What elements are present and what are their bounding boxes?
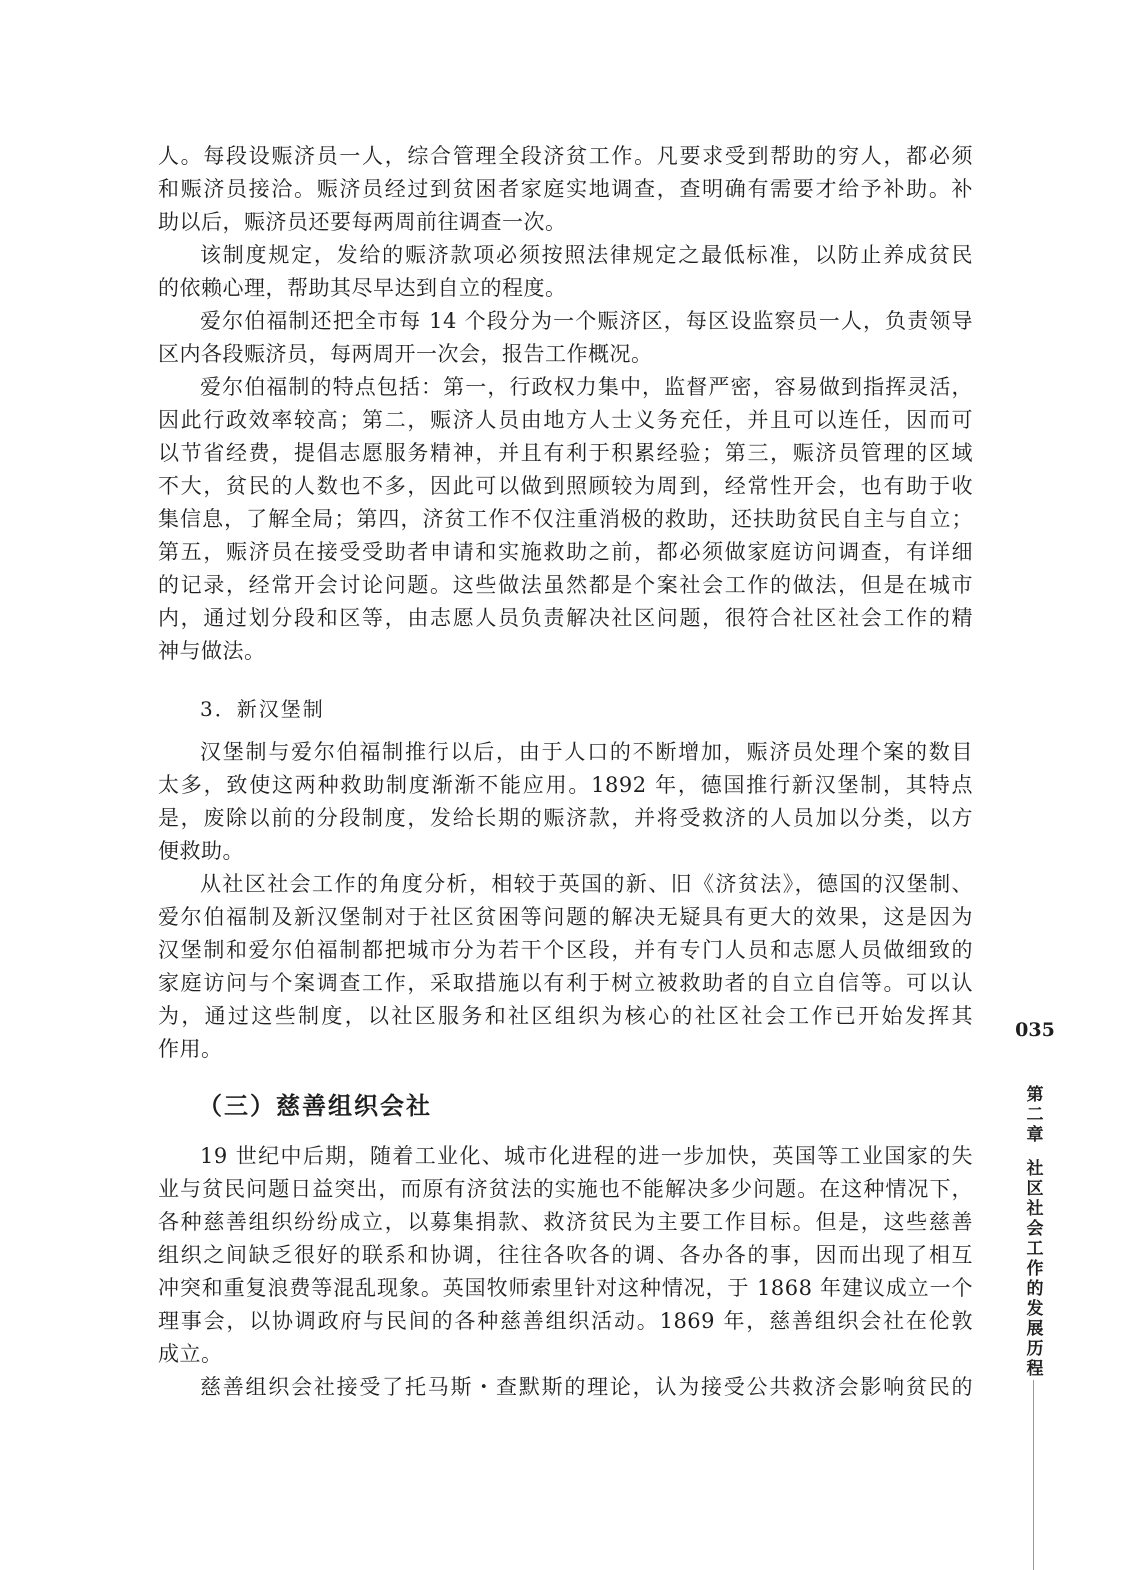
- text-line: 慈善组织会社接受了托马斯・查默斯的理论，认为接受公共救济会影响贫民的: [200, 1375, 973, 1399]
- subsection-heading: 3．新汉堡制: [200, 697, 325, 721]
- text-line: 第五，赈济员在接受受助者申请和实施救助之前，都必须做家庭访问调查，有详细: [158, 540, 973, 564]
- text-line: 和赈济员接洽。赈济员经过到贫困者家庭实地调查，查明确有需要才给予补助。补: [158, 177, 973, 201]
- paragraph: [158, 736, 973, 868]
- text-line: 为，通过这些制度，以社区服务和社区组织为核心的社区社会工作已开始发挥其: [158, 1004, 973, 1028]
- body-text: [158, 140, 973, 1404]
- paragraph: [158, 239, 973, 305]
- paragraph: [158, 1371, 973, 1404]
- chapter-label: 第二章: [1026, 1085, 1044, 1145]
- side-divider: [1033, 1380, 1034, 1570]
- chapter-title: 社区社会工作的发展历程: [1026, 1159, 1044, 1379]
- text-line: 不大，贫民的人数也不多，因此可以做到照顾较为周到，经常性开会，也有助于收: [158, 474, 973, 498]
- text-line: 该制度规定，发给的赈济款项必须按照法律规定之最低标准，以防止养成贫民: [200, 243, 973, 267]
- text-line: 人。每段设赈济员一人，综合管理全段济贫工作。凡要求受到帮助的穷人，都必须: [158, 144, 973, 168]
- text-line: 各种慈善组织纷纷成立，以募集捐款、救济贫民为主要工作目标。但是，这些慈善: [158, 1210, 973, 1234]
- paragraph: [158, 371, 973, 668]
- text-line: 业与贫民问题日益突出，而原有济贫法的实施也不能解决多少问题。在这种情况下，: [158, 1177, 973, 1201]
- text-line: 汉堡制与爱尔伯福制推行以后，由于人口的不断增加，赈济员处理个案的数目: [200, 740, 973, 764]
- text-line: 爱尔伯福制及新汉堡制对于社区贫困等问题的解决无疑具有更大的效果，这是因为: [158, 905, 973, 929]
- text-line: 便救助。: [158, 839, 244, 863]
- text-line: 是，废除以前的分段制度，发给长期的赈济款，并将受救济的人员加以分类，以方: [158, 806, 973, 830]
- side-margin: [1012, 1015, 1058, 1379]
- text-line: 区内各段赈济员，每两周开一次会，报告工作概况。: [158, 342, 653, 366]
- text-line: 成立。: [158, 1342, 223, 1366]
- text-line: 作用。: [158, 1037, 223, 1061]
- text-line: 爱尔伯福制的特点包括：第一，行政权力集中，监督严密，容易做到指挥灵活，: [200, 375, 973, 399]
- text-line: 的记录，经常开会讨论问题。这些做法虽然都是个案社会工作的做法，但是在城市: [158, 573, 973, 597]
- paragraph: [158, 1140, 973, 1371]
- text-line: 助以后，赈济员还要每两周前往调查一次。: [158, 210, 567, 234]
- text-line: 汉堡制和爱尔伯福制都把城市分为若干个区段，并有专门人员和志愿人员做细致的: [158, 938, 973, 962]
- text-line: 因此行政效率较高；第二，赈济人员由地方人士义务充任，并且可以连任，因而可: [158, 408, 973, 432]
- text-line: 以节省经费，提倡志愿服务精神，并且有利于积累经验；第三，赈济员管理的区域: [158, 441, 973, 465]
- text-line: 家庭访问与个案调查工作，采取措施以有利于树立被救助者的自立自信等。可以认: [158, 971, 973, 995]
- text-line: 从社区社会工作的角度分析，相较于英国的新、旧《济贫法》，德国的汉堡制、: [200, 872, 973, 896]
- section-heading: （三）慈善组织会社: [198, 1092, 432, 1120]
- text-line: 冲突和重复浪费等混乱现象。英国牧师索里针对这种情况，于 1868 年建议成立一个: [158, 1276, 973, 1300]
- paragraph: [158, 305, 973, 371]
- text-line: 内，通过划分段和区等，由志愿人员负责解决社区问题，很符合社区社会工作的精: [158, 606, 973, 630]
- text-line: 的依赖心理，帮助其尽早达到自立的程度。: [158, 276, 567, 300]
- text-line: 组织之间缺乏很好的联系和协调，往往各吹各的调、各办各的事，因而出现了相互: [158, 1243, 973, 1267]
- page-number: 035: [1015, 1019, 1055, 1041]
- text-line: 集信息，了解全局；第四，济贫工作不仅注重消极的救助，还扶助贫民自主与自立；: [158, 507, 973, 531]
- paragraph: [158, 140, 973, 239]
- text-line: 19 世纪中后期，随着工业化、城市化进程的进一步加快，英国等工业国家的失: [200, 1144, 973, 1168]
- text-line: 爱尔伯福制还把全市每 14 个段分为一个赈济区，每区设监察员一人，负责领导: [200, 309, 973, 333]
- text-line: 神与做法。: [158, 639, 266, 663]
- text-line: 理事会，以协调政府与民间的各种慈善组织活动。1869 年，慈善组织会社在伦敦: [158, 1309, 973, 1333]
- text-line: 太多，致使这两种救助制度渐渐不能应用。1892 年，德国推行新汉堡制，其特点: [158, 773, 973, 797]
- paragraph: [158, 868, 973, 1066]
